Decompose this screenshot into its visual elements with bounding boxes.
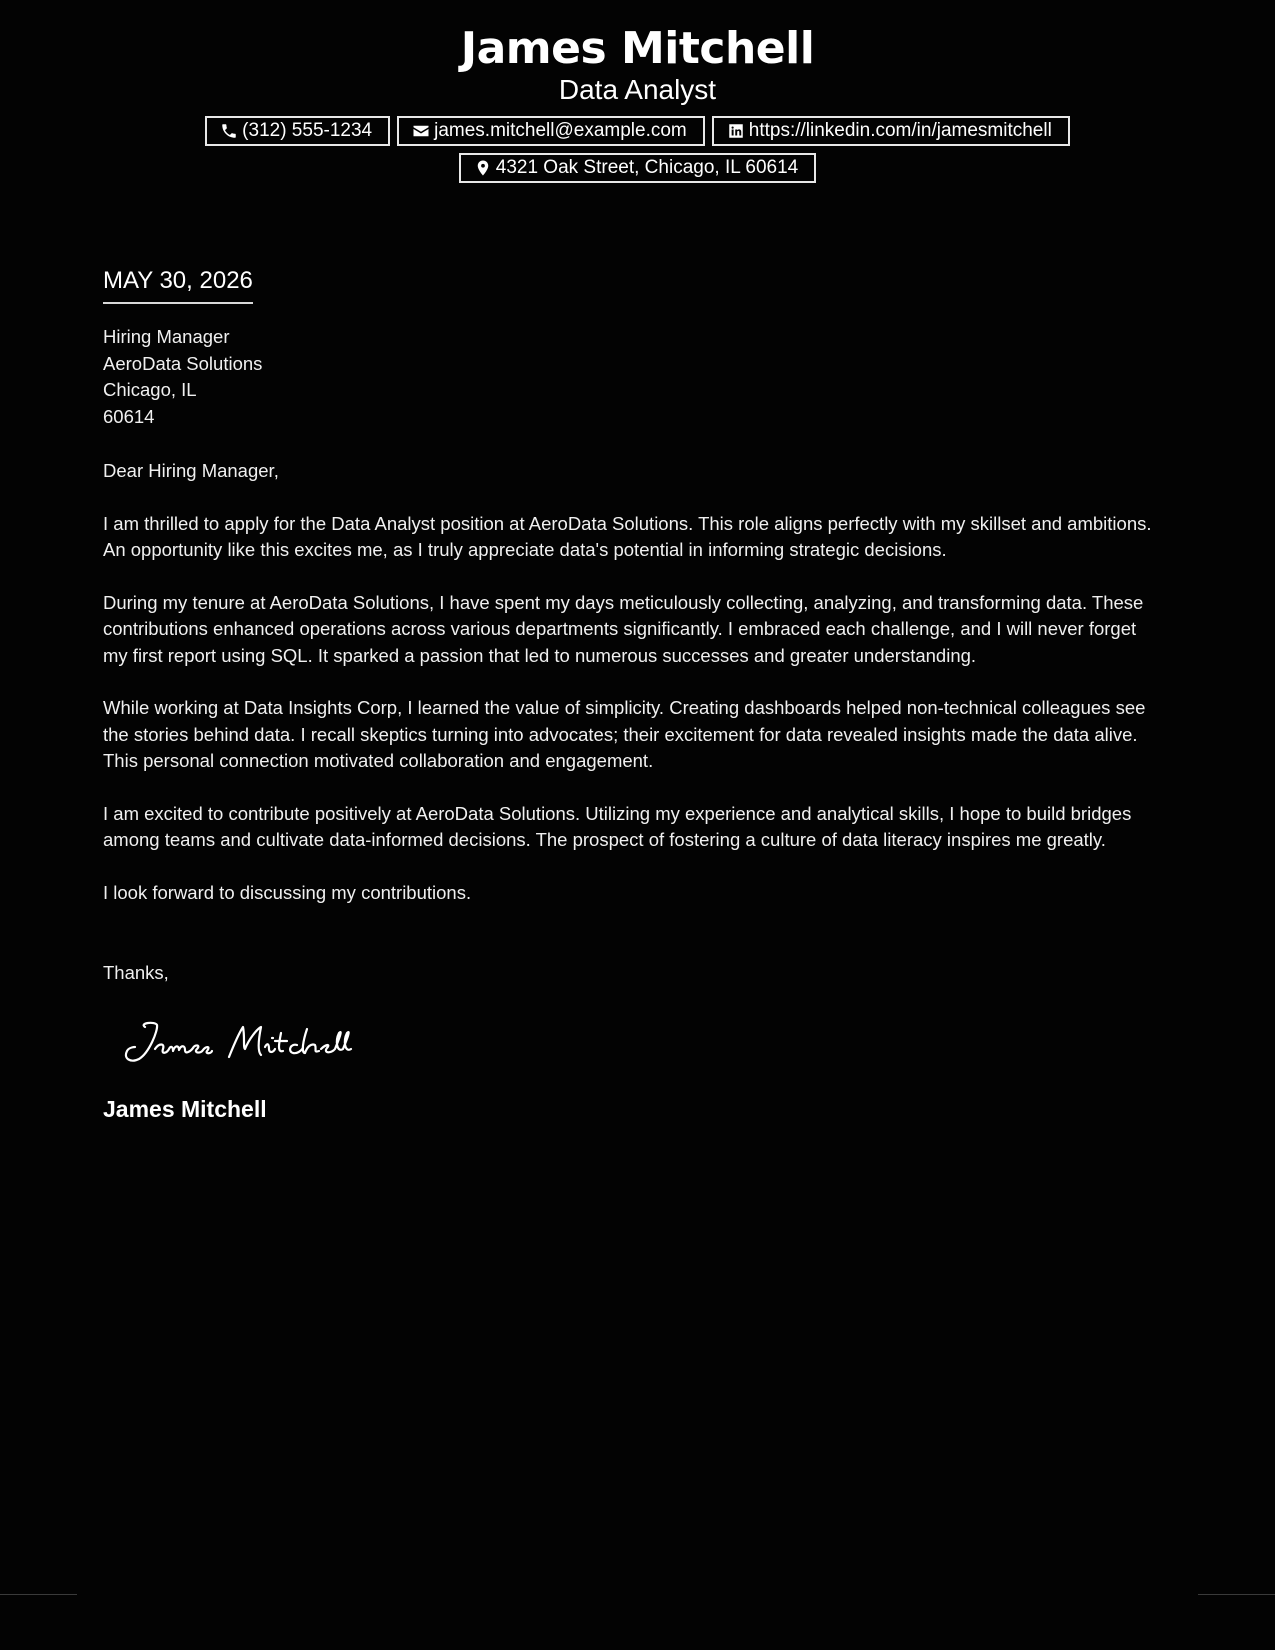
body-paragraph: During my tenure at AeroData Solutions, I have spent my days meticulously collecting, analyzing, and transforming data. These contributions enhanced operations across various departments significantly. I embraced each challenge, and I will never forget my first report using SQL. It sparked a passion that led to numerous successes and greater understanding. <box>103 591 1144 666</box>
recipient-line: Hiring Manager <box>103 326 230 347</box>
recipient-line: 60614 <box>103 405 155 427</box>
signer-name: James Mitchell <box>103 1096 267 1122</box>
body-paragraph: I look forward to discussing my contributions. <box>103 881 472 903</box>
linkedin-text: https://linkedin.com/in/jamesmitchell <box>748 120 1052 141</box>
envelope-icon <box>411 121 431 141</box>
linkedin-chip[interactable] <box>712 116 1070 146</box>
map-pin-icon <box>473 158 493 178</box>
body-paragraph: I am excited to contribute positively at AeroData Solutions. Utilizing my experience and analytical skills, I hope to build bridges among teams and cultivate data-informed decisions. The prospect of fostering a culture of data literacy inspires me greatly. <box>103 802 1132 850</box>
applicant-name: James Mitchell <box>460 23 815 74</box>
footer-divider-right <box>1198 1594 1275 1595</box>
letter-body <box>103 266 1163 1123</box>
contact-row-secondary <box>0 153 1275 183</box>
linkedin-icon <box>726 121 746 141</box>
contact-row-primary <box>0 116 1275 146</box>
body-paragraph: While working at Data Insights Corp, I learned the value of simplicity. Creating dashboards helped non-technical colleagues see the stories behind data. I recall skeptics turning into advocates; their excitement for data revealed insights made the data alive. This personal connection motivated collaboration and engagement. <box>103 697 1146 771</box>
letter-date: MAY 30, 2026 <box>103 266 253 304</box>
recipient-line: AeroData Solutions <box>103 352 263 374</box>
email-chip[interactable] <box>397 116 705 146</box>
salutation: Dear Hiring Manager, <box>103 460 279 481</box>
footer-divider-left <box>0 1594 77 1595</box>
phone-text: (312) 555-1234 <box>242 120 373 141</box>
email-text: james.mitchell@example.com <box>434 120 687 141</box>
body-paragraph: I am thrilled to apply for the Data Analyst position at AeroData Solutions. This role aligns perfectly with my skillset and ambitions. An opportunity like this excites me, as I truly appreciate data's potential in informing strategic decisions. <box>103 512 1152 560</box>
applicant-title: Data Analyst <box>558 74 717 105</box>
phone-icon <box>219 121 239 141</box>
closing: Thanks, <box>103 962 169 983</box>
letter-header <box>0 22 1275 183</box>
recipient-block <box>103 324 1163 430</box>
address-text: 4321 Oak Street, Chicago, IL 60614 <box>495 157 799 178</box>
handwritten-signature <box>111 1013 361 1073</box>
address-chip[interactable] <box>459 153 816 183</box>
recipient-line: Chicago, IL <box>103 379 197 400</box>
phone-chip[interactable] <box>205 116 390 146</box>
